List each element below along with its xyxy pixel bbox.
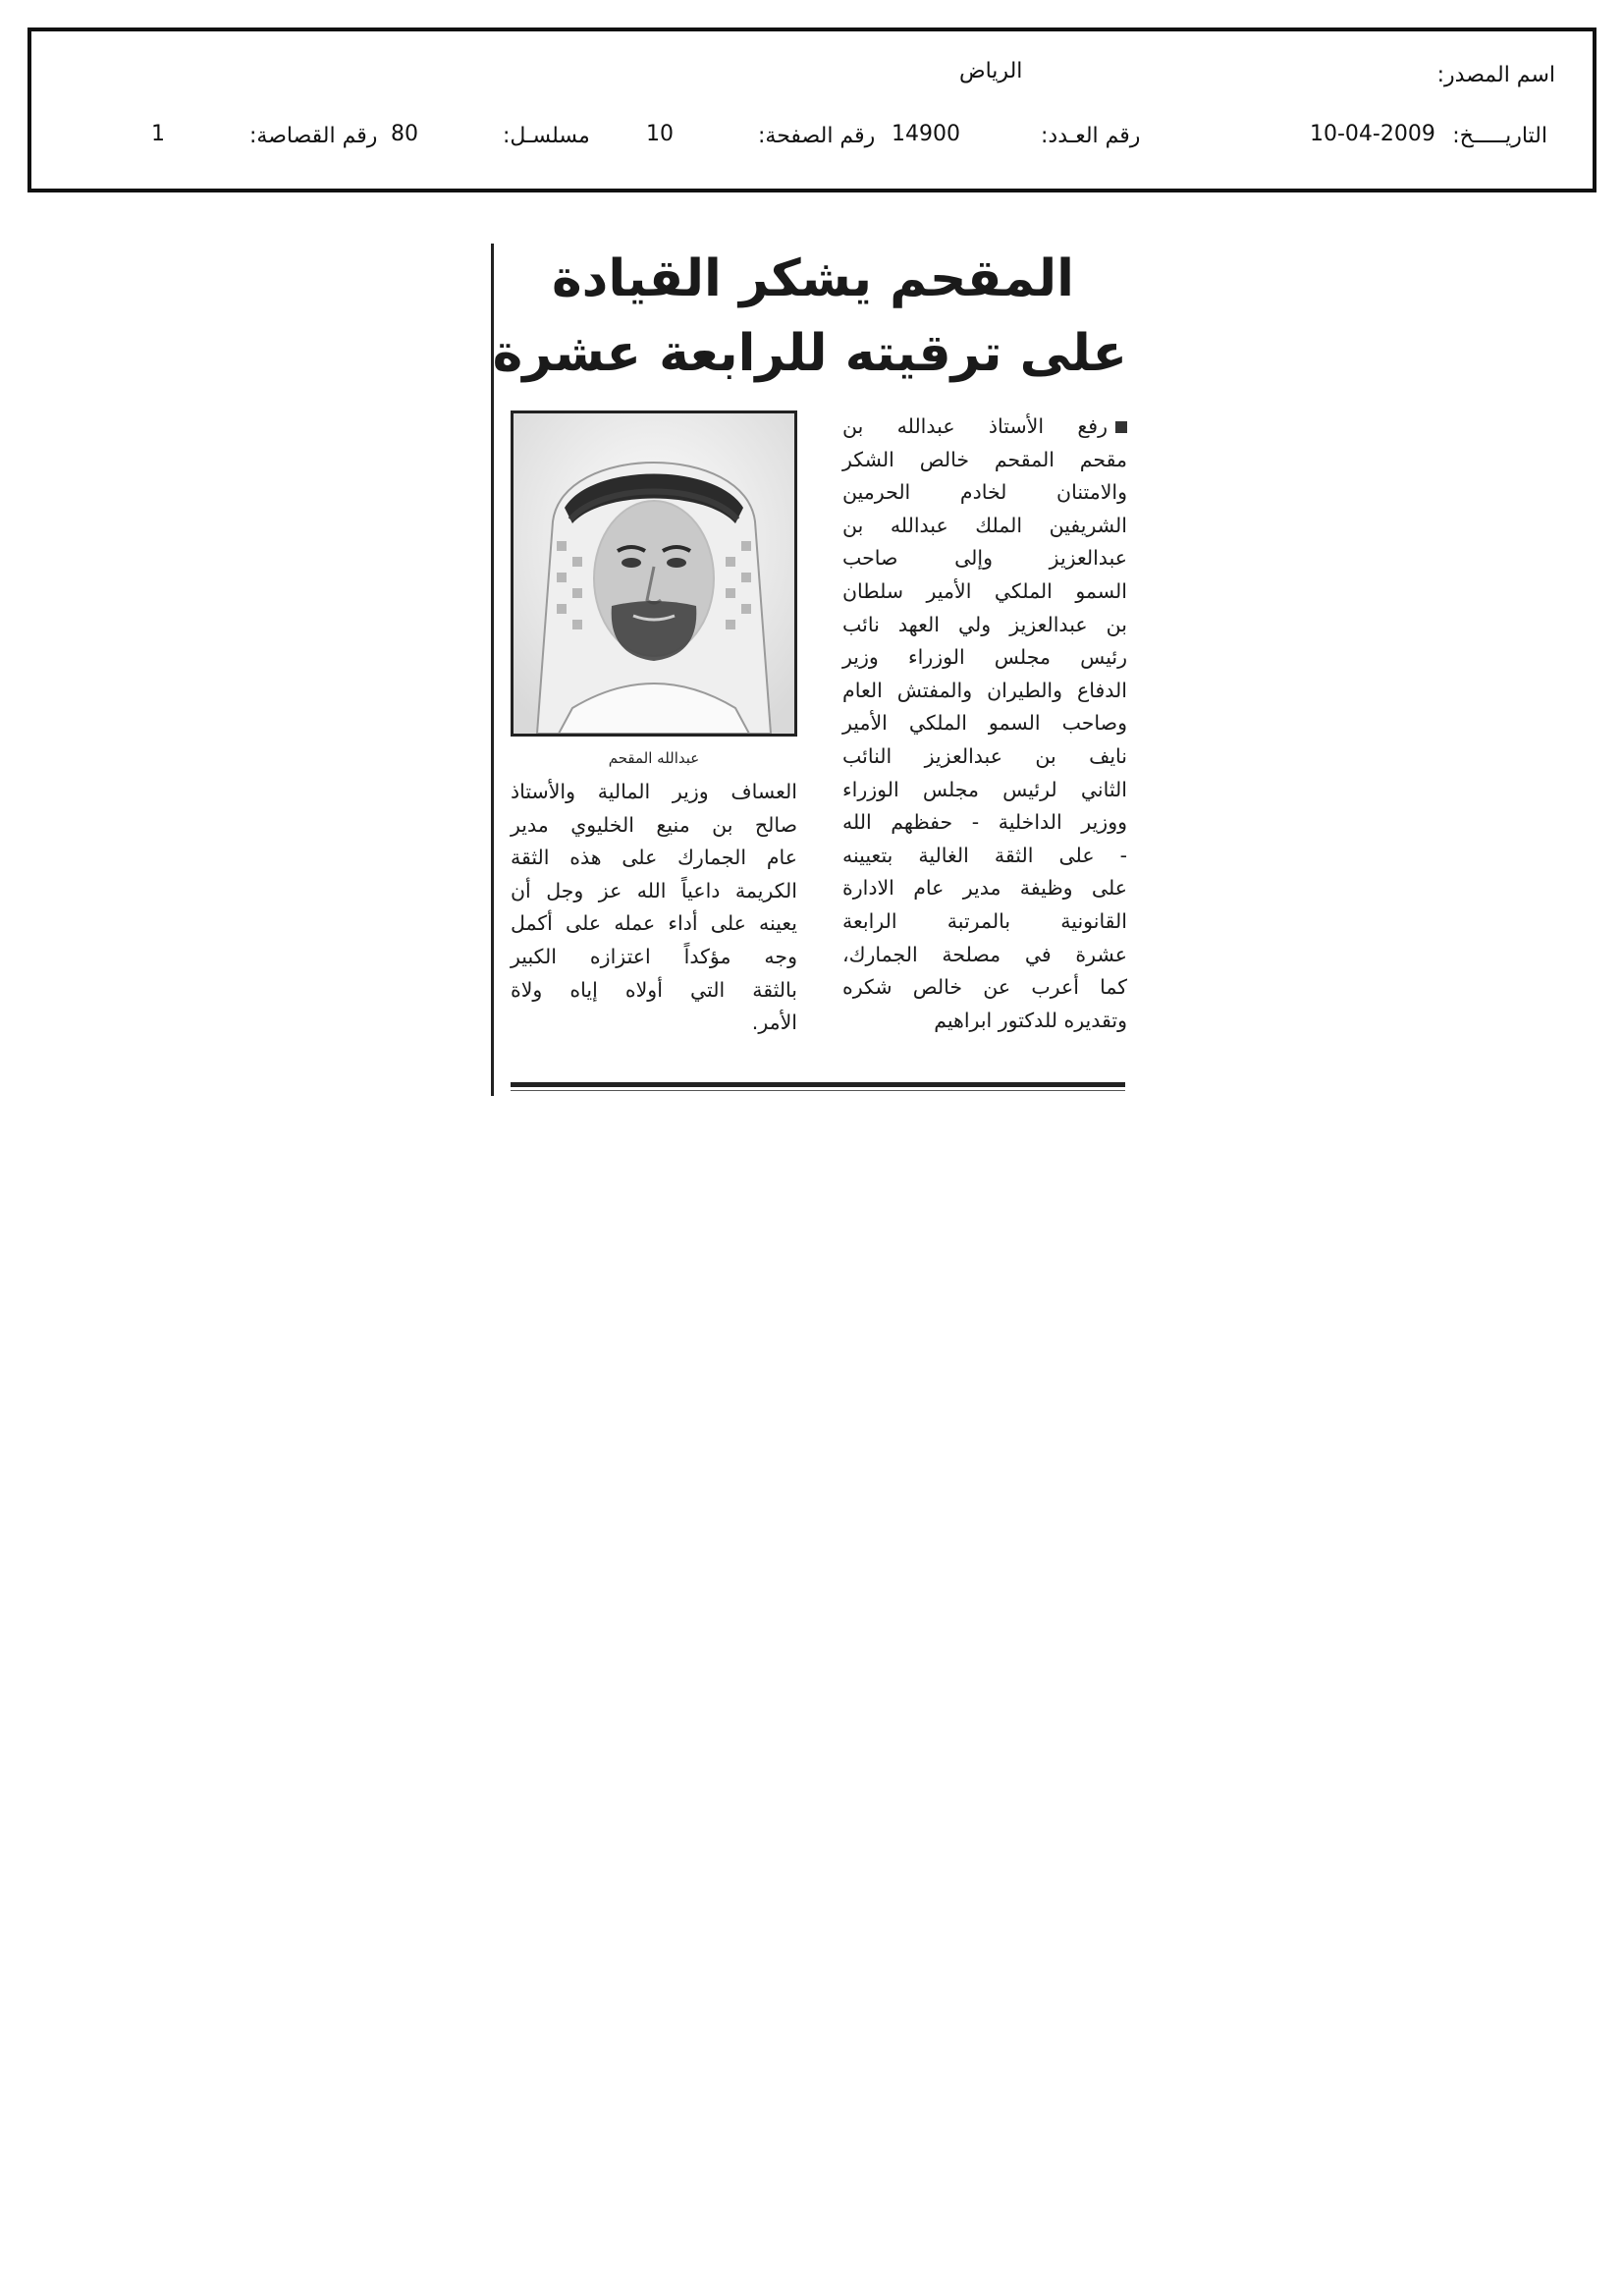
page-value: 10 (646, 122, 674, 146)
article-line: العساف وزير المالية والأستاذ (511, 780, 797, 803)
article-line: على وظيفة مدير عام الادارة (842, 876, 1127, 901)
article-line: الأمر. (751, 1011, 797, 1035)
article-line: يعينه على أداء عمله على أكمل (511, 911, 797, 936)
article-line: رفع الأستاذ عبدالله بن (842, 410, 1127, 444)
article-line: والامتنان لخادم الحرمين (842, 480, 1127, 505)
article-column-2 (511, 776, 797, 1040)
article-line: وصاحب السمو الملكي الأمير (842, 711, 1127, 736)
news-clipping (491, 244, 1127, 1098)
bullet-icon (1115, 421, 1127, 433)
portrait-photo (511, 410, 797, 737)
article-line: صالح بن منيع الخليوي مدير (511, 812, 797, 837)
article-line: القانونية بالمرتبة الرابعة (842, 908, 1127, 933)
headline-line-1: المقحم يشكر القيادة (551, 249, 1075, 308)
article-line: نايف بن عبدالعزيز النائب (842, 743, 1127, 768)
article-line: ووزير الداخلية - حفظهم الله (842, 810, 1127, 835)
clip-value: 1 (151, 122, 165, 146)
source-label: اسم المصدر: (1436, 63, 1555, 87)
article-line: عام الجمارك على هذه الثقة (511, 846, 797, 870)
article-line: كما أعرب عن خالص شكره (842, 975, 1127, 1000)
article-end-rule-thin (511, 1090, 1125, 1091)
issue-value: 14900 (892, 122, 960, 146)
article-column-1 (842, 410, 1127, 1037)
source-value: الرياض (959, 59, 1023, 83)
article-line: رئيس مجلس الوزراء وزير (842, 645, 1127, 670)
date-value: 10-04-2009 (1310, 122, 1435, 146)
article-end-rule (511, 1082, 1125, 1087)
metadata-box (27, 27, 1596, 192)
article-line: عبدالعزيز وإلى صاحب (842, 546, 1127, 571)
article-line: بالثقة التي أولاه إياه ولاة (511, 977, 797, 1002)
headline-line-2: على ترقيته للرابعة عشرة (492, 324, 1127, 383)
article-line: الشريفين الملك عبدالله بن (842, 513, 1127, 537)
article-line: السمو الملكي الأمير سلطان (842, 578, 1127, 603)
article-line: مقحم المقحم خالص الشكر (842, 447, 1127, 471)
article-line: الدفاع والطيران والمفتش العام (842, 678, 1127, 702)
article-line: وجه مؤكداً اعتزازه الكبير (511, 944, 797, 968)
serial-value: 80 (391, 122, 418, 146)
portrait-image (514, 413, 794, 734)
article-line: - على الثقة الغالية بتعيينه (842, 843, 1127, 867)
article-line: الكريمة داعياً الله عز وجل أن (511, 878, 797, 902)
article-line: عشرة في مصلحة الجمارك، (842, 942, 1127, 966)
article-line: بن عبدالعزيز ولي العهد نائب (842, 612, 1127, 636)
page-label: رقم الصفحة: (758, 124, 876, 148)
clip-label: رقم القصاصة: (249, 124, 378, 148)
article-line: وتقديره للدكتور ابراهيم (934, 1008, 1127, 1032)
issue-label: رقم العـدد: (1041, 124, 1141, 148)
photo-caption: عبدالله المقحم (608, 749, 700, 767)
article-line: الثاني لرئيس مجلس الوزراء (842, 777, 1127, 801)
serial-label: مسلسـل: (503, 124, 590, 148)
date-label: التاريـــــخ: (1452, 124, 1547, 148)
